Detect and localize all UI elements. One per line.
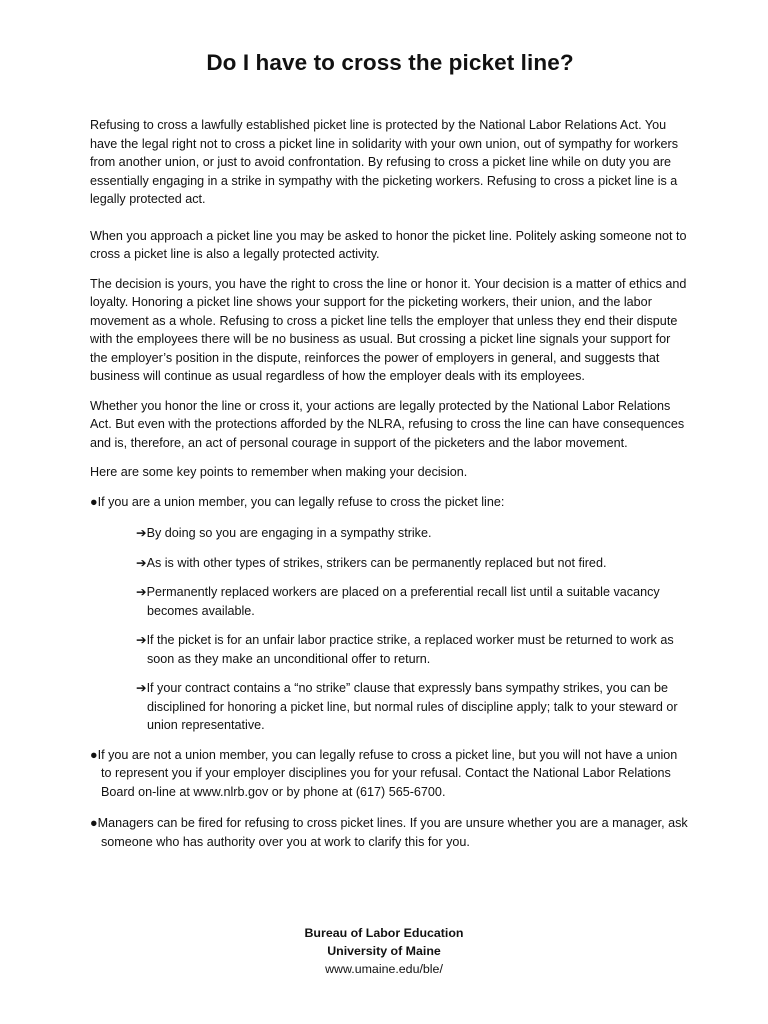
sub-point-sympathy-strike [136, 524, 690, 543]
page-title: Do I have to cross the picket line? [206, 50, 574, 75]
bullet-icon: ● [90, 747, 98, 762]
bullet-icon: ● [90, 816, 98, 830]
sub-point-text: If your contract contains a “no strike” clause that expressly bans sympathy strikes, you can be disciplined for honoring a picket line, but normal rules of discipline apply; talk to your steward or union representative. [146, 681, 678, 732]
bullet-text: If you are not a union member, you can legally refuse to cross a picket line, but you will not have a union to represent you if your employer disciplines you for your refusal. Contact the National Labor Relations Board on-line at www.nlrb.gov or by phone at (617) 565-6700. [97, 747, 678, 799]
sub-point-recall-list [136, 583, 690, 620]
sub-point-text: By doing so you are engaging in a sympathy strike. [146, 526, 432, 540]
paragraph-decision: The decision is yours, you have the right to cross the line or honor it. Your decision is a matter of ethics and loyalty. Honoring a picket line shows your support for the picketing workers, their union, and the labor movement as a whole. Refusing to cross a picket line tells the employer that unless they end their dispute with the employees there will be no business as usual. But crossing a picket line signals your support for the employer’s position in the dispute, reinforces the power of employers in general, and suggests that business will continue as usual regardless of how the employer deals with its employees. [90, 276, 687, 383]
sub-point-text: If the picket is for an unfair labor practice strike, a replaced worker must be returned to work as soon as they make an unconditional offer to return. [146, 633, 674, 666]
document-page [90, 50, 690, 864]
paragraph-key-points: Here are some key points to remember when making your decision. [90, 465, 468, 479]
bullet-managers [90, 814, 690, 851]
sub-point-replaced [136, 554, 690, 573]
bullet-union-member [90, 493, 690, 512]
bullet-text: If you are a union member, you can legally refuse to cross the picket line: [97, 494, 505, 509]
sub-point-no-strike-clause [136, 679, 690, 735]
paragraph-protection: Whether you honor the line or cross it, your actions are legally protected by the National Labor Relations Act. But even with the protections afforded by the NLRA, refusing to cross the line can have consequences and is, therefore, an act of personal courage in support of the picketers and the labor movement. [90, 398, 685, 450]
bullet-text: Managers can be fired for refusing to cross picket lines. If you are unsure whether you are a manager, ask someone who has authority over you at work to clarify this for you. [97, 816, 688, 849]
arrow-right-icon: ➔ [136, 555, 147, 570]
sub-point-text: As is with other types of strikes, strikers can be permanently replaced but not fired. [146, 555, 607, 570]
arrow-right-icon: ➔ [136, 633, 147, 647]
bullet-icon: ● [90, 494, 98, 509]
footer-url: www.umaine.edu/ble/ [325, 962, 443, 976]
footer-university: University of Maine [327, 944, 441, 958]
paragraph-intro: Refusing to cross a lawfully established picket line is protected by the National Labor Relations Act. You have the legal right not to cross a picket line in solidarity with your own union, out of sympathy for workers from another union, or just to avoid confrontation. By refusing to cross a picket line while on duty you are essentially engaging in a strike in sympathy with the picketing workers. Refusing to cross a picket line is a legally protected act. [90, 118, 678, 206]
arrow-right-icon: ➔ [136, 526, 147, 540]
sub-point-text: Permanently replaced workers are placed on a preferential recall list until a suitable vacancy becomes available. [146, 585, 660, 618]
paragraph-approach: When you approach a picket line you may be asked to honor the picket line. Politely asking someone not to cross a picket line is also a legally protected activity. [90, 228, 687, 261]
footer-org: Bureau of Labor Education [304, 926, 464, 940]
bullet-non-union-member [90, 746, 690, 802]
arrow-right-icon: ➔ [136, 681, 147, 695]
arrow-right-icon: ➔ [136, 585, 147, 599]
sub-point-unfair-labor [136, 631, 690, 668]
footer [0, 924, 768, 978]
